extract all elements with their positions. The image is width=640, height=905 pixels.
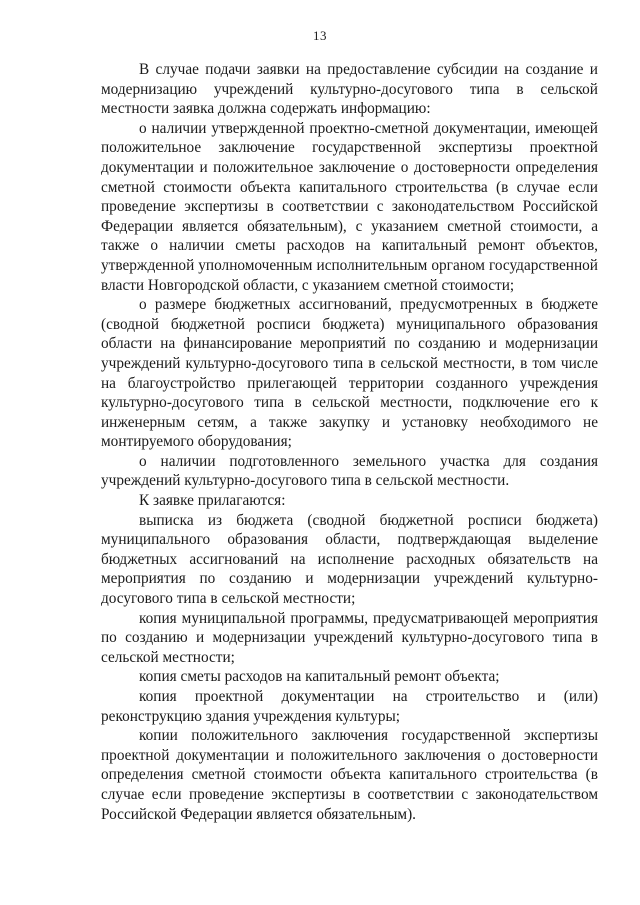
document-body bbox=[101, 60, 598, 824]
paragraph-application-info: В случае подачи заявки на предоставление субсидии на создание и модернизацию учреждений культурно-досугового типа в сельской местности заявка должна содержать информацию: bbox=[101, 61, 598, 118]
paragraph-repair-estimate: копия сметы расходов на капитальный ремонт объекта; bbox=[139, 668, 500, 686]
paragraph-budget-extract: выписка из бюджета (сводной бюджетной росписи бюджета) муниципального образования области, подтверждающая выделение бюджетных ассигнований на исполнение расходных обязательств на мероприятия по созданию и модернизации учреждений культурно-досугового типа в сельской местности; bbox=[101, 511, 598, 608]
paragraph-project-docs: копия проектной документации на строительство и (или) реконструкцию здания учреждения культуры; bbox=[101, 688, 598, 725]
paragraph-budget-allocations: о размере бюджетных ассигнований, предусмотренных в бюджете (сводной бюджетной росписи бюджета) муниципального образования области на финансирование мероприятий по созданию и модернизации учреждений культурно-досугового типа в сельской местности, в том числе на благоустройство прилегающей территории созданного учреждения культурно-досугового типа в сельской местности, подключение его к инженерным сетям, а также закупку и установку необходимого не монтируемого оборудования; bbox=[101, 296, 598, 451]
page-number: 13 bbox=[313, 28, 327, 43]
paragraph-design-estimate: о наличии утвержденной проектно-сметной документации, имеющей положительное заключение государственной экспертизы проектной документации и положительное заключение о достоверности определения сметной стоимости объекта капитального строительства (в случае если проведение экспертизы в соответствии с законодательством Российской Федерации является обязательным), с указанием сметной стоимости, а также о наличии сметы расходов на капитальный ремонт объектов, утвержденной уполномоченным исполнительным органом государственной власти Новгородской области, с указанием сметной стоимости; bbox=[101, 119, 598, 294]
paragraph-land-plot: о наличии подготовленного земельного участка для создания учреждений культурно-досугового типа в сельской местности. bbox=[101, 452, 598, 490]
paragraph-attachments-heading: К заявке прилагаются: bbox=[139, 492, 286, 510]
paragraph-expert-conclusions: копии положительного заключения государственной экспертизы проектной документации и положительного заключения о достоверности определения сметной стоимости объекта капитального строительства (в случае если проведение экспертизы в соответствии с законодательством Российской Федерации является обязательным). bbox=[101, 727, 598, 823]
paragraph-municipal-program: копия муниципальной программы, предусматривающей мероприятия по созданию и модернизации учреждений культурно-досугового типа в сельской местности; bbox=[101, 609, 598, 666]
